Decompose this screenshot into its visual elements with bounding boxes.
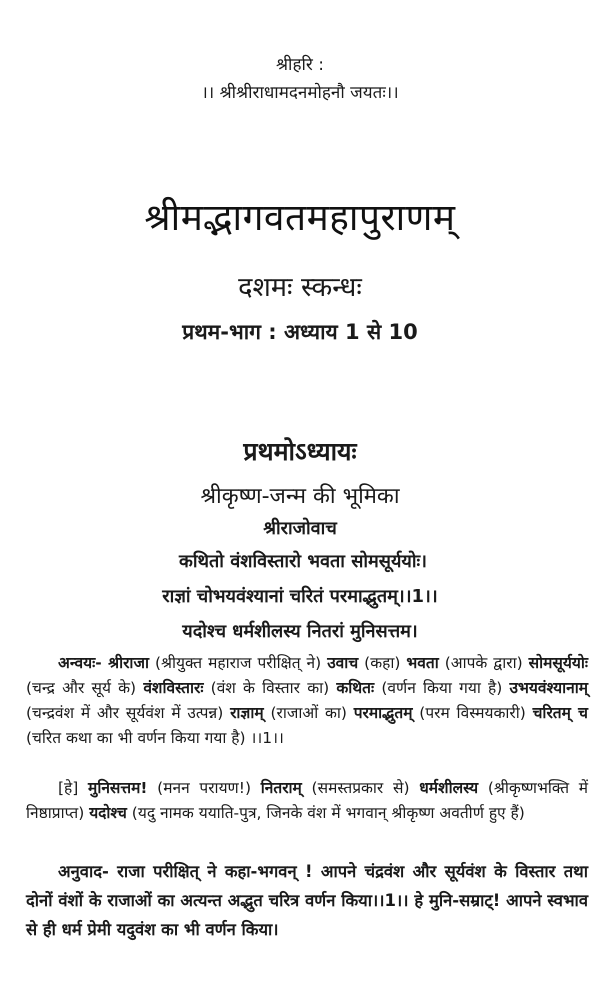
- vocative-term: यदोश्च: [89, 804, 127, 822]
- vocative-term: धर्मशीलस्य: [419, 779, 479, 797]
- vocative-term: मुनिसत्तम!: [88, 779, 148, 797]
- anvaya-gloss: (आपके द्वारा): [438, 654, 529, 672]
- vocative-gloss: (श्रीकृष्णभक्ति में निष्ठाप्राप्त): [26, 779, 589, 822]
- anvaya-gloss: (चन्द्रवंश में और सूर्यवंश में उत्पन्न): [26, 704, 231, 722]
- anvaya-term: राज्ञाम्: [230, 704, 264, 722]
- translation-text: अनुवाद- राजा परीक्षित् ने कहा-भगवन् ! आपने चंद्रवंश और सूर्यवंश के विस्तार तथा दोनों वंशों के राजाओं का अत्यन्त अद्भुत चरित्र वर्णन किया।।1।। हे मुनि-सम्राट्! आपने स्वभाव से ही धर्म प्रेमी यदुवंश का भी वर्णन किया।: [26, 862, 588, 939]
- anvaya-term: अन्वयः- श्रीराजा: [58, 654, 149, 672]
- anvaya-term: सोमसूर्ययोः: [528, 654, 588, 672]
- verse-line-1: कथितो वंशविस्तारो भवता सोमसूर्ययोः।: [179, 551, 427, 572]
- anvaya-term: उभयवंश्यानाम्: [509, 679, 589, 697]
- skandha-heading: दशमः स्कन्धः: [238, 272, 362, 303]
- invocation-line-2: ।। श्रीश्रीराधामदनमोहनौ जयतः।।: [201, 83, 399, 103]
- anvaya-gloss: (वंश के विस्तार का): [203, 679, 337, 697]
- anvaya-term: परमाद्भुतम्: [353, 704, 413, 722]
- book-title: श्रीमद्भागवतमहापुराणम्: [144, 196, 456, 239]
- invocation-line-1: श्रीहरि :: [276, 55, 324, 75]
- anvaya-term: भवता: [406, 654, 439, 672]
- speaker-label: श्रीराजोवाच: [263, 518, 337, 539]
- anvaya-term: उवाच: [327, 654, 359, 672]
- anvaya-term: वंशविस्तारः: [143, 679, 204, 697]
- vocative-term: नितराम्: [260, 779, 302, 797]
- chapter-heading: प्रथमोऽध्यायः: [243, 437, 357, 466]
- anvaya-gloss: (श्रीयुक्त महाराज परीक्षित् ने): [148, 654, 328, 672]
- vocative-gloss: (समस्तप्रकार से): [301, 779, 420, 797]
- part-subtitle: प्रथम-भाग : अध्याय 1 से 10: [182, 320, 418, 344]
- anvaya-gloss: (चन्द्र और सूर्य के): [26, 679, 144, 697]
- anvaya-gloss: (कहा): [358, 654, 407, 672]
- translation-paragraph: [26, 857, 588, 944]
- verse-line-3: यदोश्च धर्मशीलस्य नितरां मुनिसत्तम।: [182, 621, 418, 642]
- vocative-paragraph: [26, 776, 588, 826]
- anvaya-gloss: (वर्णन किया गया है): [374, 679, 510, 697]
- vocative-gloss: [हे]: [58, 779, 89, 797]
- anvaya-term: कथितः: [336, 679, 375, 697]
- chapter-title: श्रीकृष्ण-जन्म की भूमिका: [200, 484, 400, 509]
- anvaya-gloss: (चरित कथा का भी वर्णन किया गया है) ।।1।।: [26, 729, 284, 747]
- vocative-gloss: (मनन परायण!): [147, 779, 261, 797]
- verse-line-2: राज्ञां चोभयवंश्यानां चरितं परमाद्भुतम्।।1।।: [162, 586, 438, 607]
- anvaya-gloss: (परम विस्मयकारी): [412, 704, 533, 722]
- anvaya-gloss: (राजाओं का): [263, 704, 354, 722]
- vocative-gloss: (यदु नामक ययाति-पुत्र, जिनके वंश में भगवान् श्रीकृष्ण अवतीर्ण हुए हैं): [126, 804, 525, 822]
- anvaya-paragraph: [26, 651, 588, 751]
- anvaya-term: चरितम् च: [532, 704, 588, 722]
